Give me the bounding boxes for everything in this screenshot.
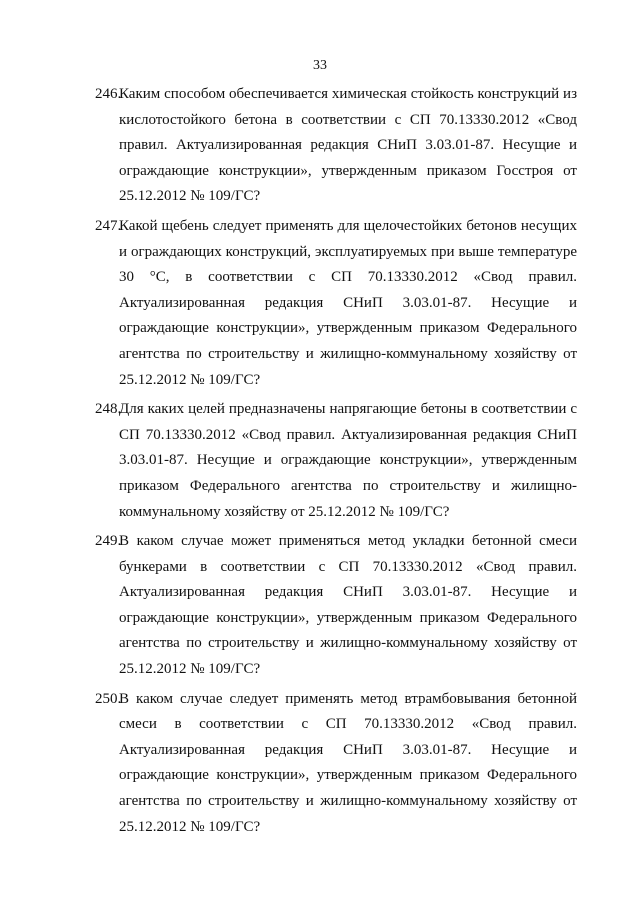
question-text: Для каких целей предназначены напрягающие бетоны в соответствии с СП 70.13330.2012 «Свод правил. Актуализированная редакция СНиП 3.03.01-87. Несущие и ограждающие конструкции», утвержденным приказом Федерального агентства по строительству и жилищно-коммунальному хозяйству от 25.12.2012 № 109/ГС? — [119, 401, 577, 520]
question-list — [95, 82, 577, 844]
question-item — [95, 529, 577, 683]
question-number: 246. — [95, 86, 122, 102]
question-number: 248. — [95, 401, 122, 418]
question-item — [95, 687, 577, 841]
question-text: В каком случае следует применять метод втрамбовывания бетонной смеси в соответствии с СП 70.13330.2012 «Свод правил. Актуализированная редакция СНиП 3.03.01-87. Несущие и ограждающие конструкции», утвержденным приказом Федерального агентства по строительству и жилищно-коммунальному хозяйству от 25.12.2012 № 109/ГС? — [119, 690, 577, 835]
question-number: 249. — [95, 533, 122, 550]
question-text: Каким способом обеспечивается химическая стойкость конструкций из кислотостойкого бетона в соответствии с СП 70.13330.2012 «Свод правил. Актуализированная редакция СНиП 3.03.01-87. Несущие и ограждающие конструкции», утвержденным приказом Госстроя от 25.12.2012 № 109/ГС? — [119, 86, 577, 205]
question-number: 250. — [95, 690, 122, 707]
question-number: 247. — [95, 217, 122, 234]
question-item — [95, 397, 577, 525]
question-text: Какой щебень следует применять для щелочестойких бетонов несущих и ограждающих конструкций, эксплуатируемых при выше температуре 30 °С, в соответствии с СП 70.13330.2012 «Свод правил. Актуализированная редакция СНиП 3.03.01-87. Несущие и ограждающие конструкции», утвержденным приказом Федерального агентства по строительству и жилищно-коммунальному хозяйству от 25.12.2012 № 109/ГС? — [119, 217, 577, 388]
question-item — [95, 82, 577, 210]
question-item — [95, 214, 577, 393]
page-number: 33 — [313, 58, 327, 73]
question-text: В каком случае может применяться метод укладки бетонной смеси бункерами в соответствии с СП 70.13330.2012 «Свод правил. Актуализированная редакция СНиП 3.03.01-87. Несущие и ограждающие конструкции», утвержденным приказом Федерального агентства по строительству и жилищно-коммунальному хозяйству от 25.12.2012 № 109/ГС? — [119, 533, 577, 678]
